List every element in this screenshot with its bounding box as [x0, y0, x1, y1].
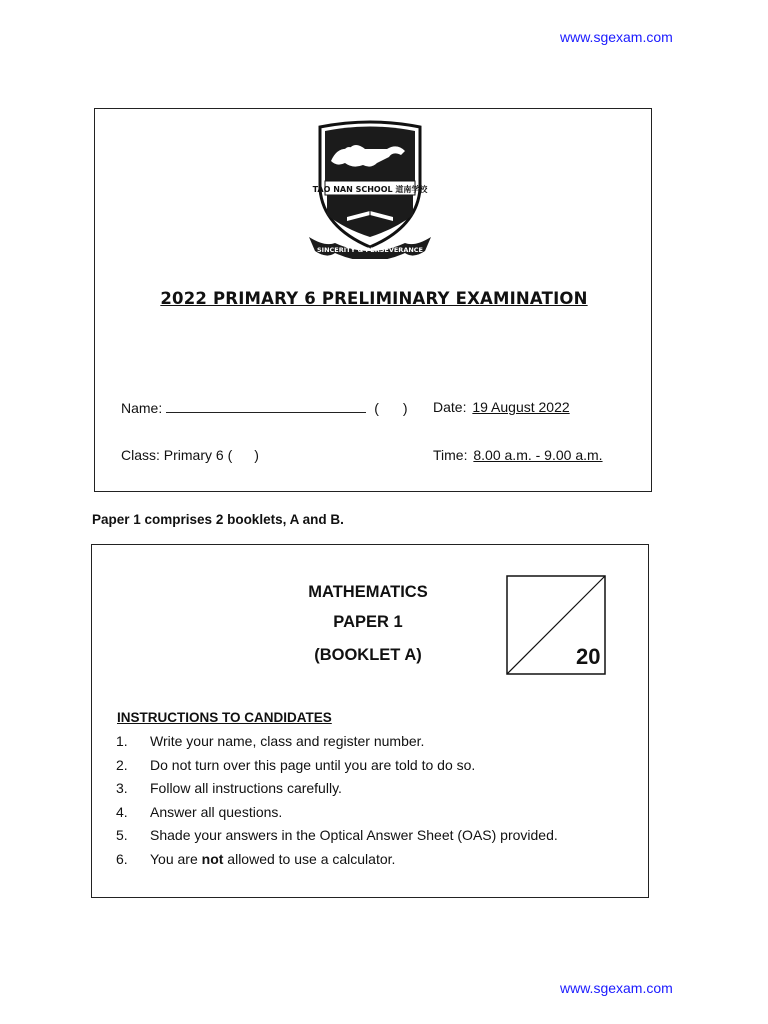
- header-url-link[interactable]: www.sgexam.com: [560, 29, 673, 45]
- emphasis-not: not: [201, 850, 224, 867]
- register-open-paren: (: [374, 400, 381, 416]
- booklet-label: (BOOKLET A): [314, 646, 422, 664]
- cover-box: [94, 108, 652, 492]
- list-item: 2. Do not turn over this page until you are told to do so.: [116, 756, 476, 773]
- date-label: Date:: [433, 399, 467, 415]
- register-close-paren: ): [402, 400, 408, 416]
- exam-title: 2022 PRIMARY 6 PRELIMINARY EXAMINATION: [160, 289, 588, 308]
- date-value: 19 August 2022: [472, 399, 570, 415]
- list-item: 1. Write your name, class and register number.: [116, 733, 425, 749]
- list-item: 4. Answer all questions.: [116, 803, 283, 820]
- total-marks: 20: [576, 644, 601, 669]
- list-item: 5. Shade your answers in the Optical Answer Sheet (OAS) provided.: [116, 827, 558, 843]
- date-field: [433, 399, 570, 415]
- time-value: 8.00 a.m. - 9.00 a.m.: [473, 447, 603, 463]
- svg-text:SINCERITY & PERSEVERANCE: SINCERITY & PERSEVERANCE: [317, 246, 423, 254]
- name-field: [121, 400, 408, 416]
- list-item: 3. Follow all instructions carefully.: [116, 780, 342, 796]
- name-label: Name:: [121, 400, 163, 416]
- svg-text:TAO NAN SCHOOL 道南学校: TAO NAN SCHOOL 道南学校: [312, 185, 428, 194]
- time-field: [433, 447, 603, 463]
- instructions-title: INSTRUCTIONS TO CANDIDATES: [117, 710, 332, 725]
- booklet-note: Paper 1 comprises 2 booklets, A and B.: [92, 512, 344, 527]
- class-field: [121, 447, 259, 463]
- class-close-paren: ): [254, 447, 259, 463]
- class-label: Class: Primary 6 (: [121, 447, 233, 463]
- name-underline[interactable]: [166, 400, 366, 413]
- paper-number: PAPER 1: [333, 613, 403, 631]
- time-label: Time:: [433, 447, 468, 463]
- paper-box: [91, 544, 649, 898]
- footer-url-link[interactable]: www.sgexam.com: [560, 980, 673, 996]
- school-crest-icon: [305, 119, 435, 259]
- list-item: 6. You are not allowed to use a calculator.: [116, 850, 396, 867]
- subject-title: MATHEMATICS: [308, 583, 428, 601]
- instructions-list: [116, 733, 558, 874]
